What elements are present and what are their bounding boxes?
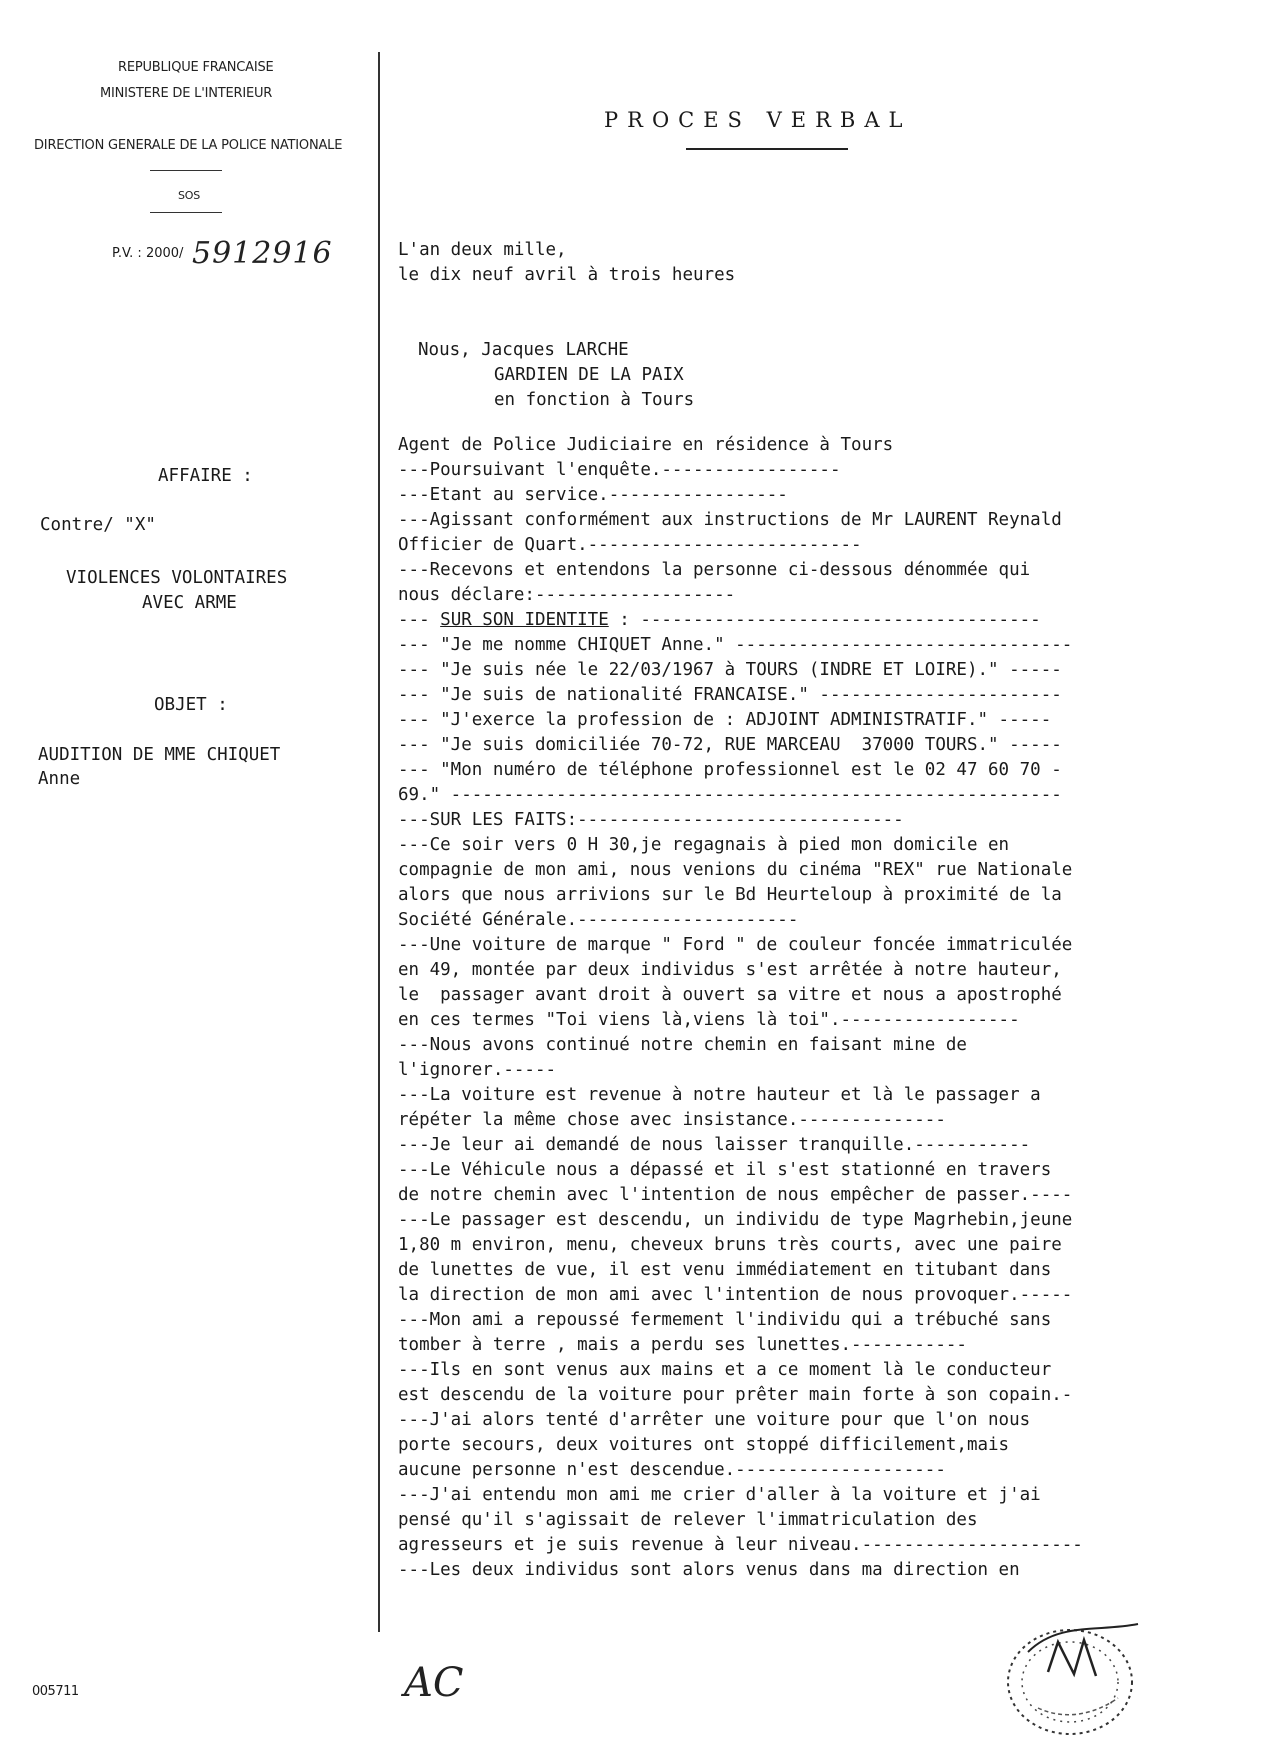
facts-line: ---Ce soir vers 0 H 30,je regagnais à pied mon domicile en xyxy=(398,835,1010,855)
republic-header: REPUBLIQUE FRANCAISE xyxy=(118,60,274,75)
facts-line: ---La voiture est revenue à notre hauteur et là le passager a xyxy=(398,1085,1041,1105)
official-stamp-seal xyxy=(988,1612,1148,1742)
identity-line: --- "Je me nomme CHIQUET Anne." -------------------------------- xyxy=(398,635,1073,655)
facts-line: la direction de mon ami avec l'intention de nous provoquer.----- xyxy=(398,1285,1073,1305)
facts-line: ---SUR LES FAITS:------------------------------- xyxy=(398,810,904,830)
facts-line: ---Une voiture de marque " Ford " de couleur foncée immatriculée xyxy=(398,935,1073,955)
facts-line: l'ignorer.----- xyxy=(398,1060,557,1080)
facts-line: le passager avant droit à ouvert sa vitre et nous a apostrophé xyxy=(398,985,1062,1005)
statement-line: Agent de Police Judiciaire en résidence à Tours xyxy=(398,435,894,455)
statement-line: ---Etant au service.----------------- xyxy=(398,485,788,505)
facts-line: porte secours, deux voitures ont stoppé difficilement,mais xyxy=(398,1435,1010,1455)
margin-separator xyxy=(378,52,380,1632)
identity-line: --- "Je suis domiciliée 70-72, RUE MARCEAU 37000 TOURS." ----- xyxy=(398,735,1062,755)
charge-line: VIOLENCES VOLONTAIRES xyxy=(66,568,288,588)
officer-line: en fonction à Tours xyxy=(494,390,695,410)
identity-prefix: --- xyxy=(398,610,441,630)
facts-line: agresseurs et je suis revenue à leur niveau.--------------------- xyxy=(398,1535,1083,1555)
objet-line: Anne xyxy=(38,769,81,789)
left-margin-column xyxy=(0,0,375,1755)
statement-line: ---Poursuivant l'enquête.----------------- xyxy=(398,460,841,480)
identity-lines xyxy=(398,633,1198,808)
header-divider xyxy=(150,212,222,213)
objet-line: AUDITION DE MME CHIQUET xyxy=(38,745,281,765)
statement-body xyxy=(398,238,1198,1583)
facts-line: ---Ils en sont venus aux mains et a ce moment là le conducteur xyxy=(398,1360,1052,1380)
identity-line: --- "Je suis de nationalité FRANCAISE." ----------------------- xyxy=(398,685,1062,705)
facts-line: compagnie de mon ami, nous venions du cinéma "REX" rue Nationale xyxy=(398,860,1073,880)
service-label: SOS xyxy=(178,189,201,202)
objet-label: OBJET : xyxy=(154,695,228,715)
officer-line: Nous, Jacques LARCHE xyxy=(418,340,629,360)
officer-line: GARDIEN DE LA PAIX xyxy=(494,365,684,385)
facts-line: Société Générale.--------------------- xyxy=(398,910,799,930)
facts-line: de lunettes de vue, il est venu immédiatement en titubant dans xyxy=(398,1260,1052,1280)
facts-line: en 49, montée par deux individus s'est arrêtée à notre hauteur, xyxy=(398,960,1062,980)
handwritten-initials: AC xyxy=(404,1660,464,1706)
facts-line: est descendu de la voiture pour prêter main forte à son copain.- xyxy=(398,1385,1073,1405)
facts-line: ---Le passager est descendu, un individu de type Magrhebin,jeune xyxy=(398,1210,1073,1230)
facts-line: pensé qu'il s'agissait de relever l'immatriculation des xyxy=(398,1510,978,1530)
statement-line: nous déclare:------------------- xyxy=(398,585,736,605)
identity-heading: SUR SON IDENTITE xyxy=(440,610,609,630)
facts-line: alors que nous arrivions sur le Bd Heurteloup à proximité de la xyxy=(398,885,1062,905)
statement-line: ---Recevons et entendons la personne ci-dessous dénommée qui xyxy=(398,560,1031,580)
facts-lines xyxy=(398,808,1198,1583)
header-divider xyxy=(150,170,222,171)
title-underline xyxy=(686,148,848,150)
pv-label: P.V. : 2000/ xyxy=(112,246,184,261)
direction-header: DIRECTION GENERALE DE LA POLICE NATIONALE xyxy=(34,138,343,153)
facts-line: de notre chemin avec l'intention de nous empêcher de passer.---- xyxy=(398,1185,1073,1205)
affaire-label: AFFAIRE : xyxy=(158,466,253,486)
ministry-header: MINISTERE DE L'INTERIEUR xyxy=(100,86,273,101)
pv-handwritten-number: 5912916 xyxy=(192,236,333,271)
document-code: 005711 xyxy=(32,1684,79,1699)
identity-suffix: : -------------------------------------- xyxy=(608,610,1041,630)
date-line: le dix neuf avril à trois heures xyxy=(398,265,736,285)
date-line: L'an deux mille, xyxy=(398,240,567,260)
identity-line: --- "Je suis née le 22/03/1967 à TOURS (INDRE ET LOIRE)." ----- xyxy=(398,660,1062,680)
facts-line: répéter la même chose avec insistance.-------------- xyxy=(398,1110,946,1130)
facts-line: ---Nous avons continué notre chemin en faisant mine de xyxy=(398,1035,967,1055)
facts-line: ---Le Véhicule nous a dépassé et il s'est stationné en travers xyxy=(398,1160,1052,1180)
facts-line: tomber à terre , mais a perdu ses lunettes.----------- xyxy=(398,1335,967,1355)
facts-line: ---J'ai entendu mon ami me crier d'aller à la voiture et j'ai xyxy=(398,1485,1041,1505)
facts-line: 1,80 m environ, menu, cheveux bruns très courts, avec une paire xyxy=(398,1235,1062,1255)
facts-line: ---Je leur ai demandé de nous laisser tranquille.----------- xyxy=(398,1135,1031,1155)
identity-line: 69." ---------------------------------------------------------- xyxy=(398,785,1062,805)
facts-line: aucune personne n'est descendue.-------------------- xyxy=(398,1460,946,1480)
identity-line: --- "Mon numéro de téléphone professionnel est le 02 47 60 70 - xyxy=(398,760,1062,780)
facts-line: en ces termes "Toi viens là,viens là toi".----------------- xyxy=(398,1010,1020,1030)
facts-line: ---Les deux individus sont alors venus dans ma direction en xyxy=(398,1560,1020,1580)
statement-line: Officier de Quart.-------------------------- xyxy=(398,535,862,555)
document-title: PROCES VERBAL xyxy=(604,108,912,132)
statement-line: ---Agissant conformément aux instructions de Mr LAURENT Reynald xyxy=(398,510,1062,530)
identity-heading-line xyxy=(398,608,1198,633)
charge-line: AVEC ARME xyxy=(142,593,237,613)
intro-lines xyxy=(398,433,1198,608)
facts-line: ---J'ai alors tenté d'arrêter une voiture pour que l'on nous xyxy=(398,1410,1031,1430)
identity-line: --- "J'exerce la profession de : ADJOINT ADMINISTRATIF." ----- xyxy=(398,710,1052,730)
affaire-contre: Contre/ "X" xyxy=(40,515,156,535)
facts-line: ---Mon ami a repoussé fermement l'individu qui a trébuché sans xyxy=(398,1310,1052,1330)
